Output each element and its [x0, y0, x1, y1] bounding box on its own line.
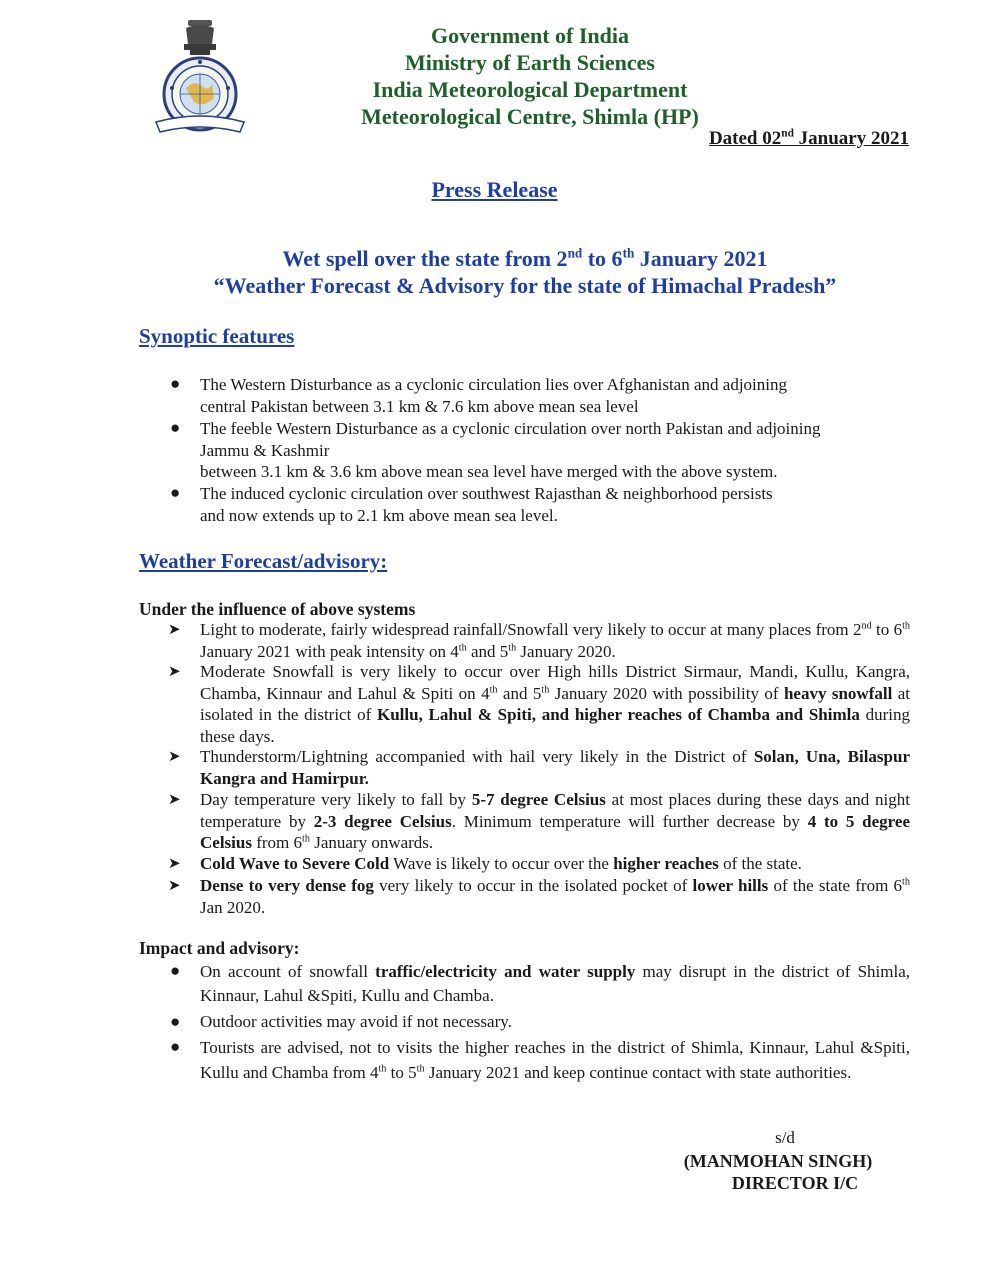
bullet-icon: ●	[170, 483, 181, 502]
arrow-bullet-icon: ➤	[168, 622, 181, 638]
header-line-government: Government of India	[431, 23, 629, 48]
press-release-heading: Press Release	[431, 177, 558, 202]
date-line: Dated 02nd January 2021	[708, 127, 909, 149]
impact-item-2: Outdoor activities may avoid if not necessary.	[200, 1012, 512, 1031]
bullet-icon: ●	[170, 374, 181, 393]
synoptic-item-1: The Western Disturbance as a cyclonic circulation lies over Afghanistan and adjoining central Pakistan between 3.1 km & 7.6 km above mean sea level	[200, 375, 787, 416]
bullet-icon: ●	[170, 1012, 181, 1031]
bullet-icon: ●	[170, 961, 181, 980]
impact-item-1: On account of snowfall traffic/electricity and water supply may disrupt in the district of Shimla, Kinnaur, Lahul &Spiti, Kullu and Chamba.	[200, 962, 911, 1005]
arrow-bullet-icon: ➤	[168, 878, 181, 894]
forecast-heading: Weather Forecast/advisory:	[139, 549, 388, 573]
forecast-item-6: Dense to very dense fog very likely to occur in the isolated pocket of lower hills of the state from 6th Jan 2020.	[200, 876, 910, 917]
header-line-centre: Meteorological Centre, Shimla (HP)	[361, 104, 699, 129]
arrow-bullet-icon: ➤	[168, 856, 181, 872]
arrow-bullet-icon: ➤	[168, 664, 181, 680]
imd-emblem-logo	[150, 18, 250, 138]
header-line-ministry: Ministry of Earth Sciences	[405, 50, 655, 75]
header-line-department: India Meteorological Department	[372, 77, 688, 102]
signature-title: DIRECTOR I/C	[731, 1173, 859, 1193]
signature-sd: s/d	[775, 1128, 795, 1147]
synoptic-item-2: The feeble Western Disturbance as a cyclonic circulation over north Pakistan and adjoining Jammu & Kashmir between 3.1 km & 3.6 km above mean sea level have merged with the above system.	[200, 419, 821, 481]
synoptic-heading: Synoptic features	[139, 324, 295, 348]
synoptic-item-3: The induced cyclonic circulation over southwest Rajasthan & neighborhood persists and now extends up to 2.1 km above mean sea level.	[200, 484, 773, 525]
signature-name: (MANMOHAN SINGH)	[683, 1151, 873, 1171]
forecast-item-1: Light to moderate, fairly widespread rainfall/Snowfall very likely to occur at many places from 2nd to 6th January 2021 with peak intensity on 4th and 5th January 2020.	[200, 620, 911, 661]
bullet-icon: ●	[170, 1037, 181, 1056]
impact-heading: Impact and advisory:	[139, 938, 300, 958]
arrow-bullet-icon: ➤	[168, 749, 181, 765]
forecast-intro: Under the influence of above systems	[139, 599, 416, 619]
impact-item-3: Tourists are advised, not to visits the higher reaches in the district of Shimla, Kinnaur, Lahul &Spiti, Kullu and Chamba from 4th to 5th January 2021 and keep continue contact with state authorities.	[200, 1038, 910, 1082]
title-line-2: “Weather Forecast & Advisory for the state of Himachal Pradesh”	[213, 273, 837, 298]
bullet-icon: ●	[170, 418, 181, 437]
forecast-item-3: Thunderstorm/Lightning accompanied with hail very likely in the District of Solan, Una, Bilaspur Kangra and Hamirpur.	[200, 747, 910, 788]
forecast-item-2: Moderate Snowfall is very likely to occur over High hills District Sirmaur, Mandi, Kullu, Kangra, Chamba, Kinnaur and Lahul & Spiti on 4th and 5th January 2020 with possibility of heavy snowfall at isolated in the district of Kullu, Lahul & Spiti, and higher reaches of Chamba and Shimla during these days.	[200, 662, 911, 746]
title-line-1: Wet spell over the state from 2nd to 6th January 2021	[282, 245, 768, 271]
forecast-item-4: Day temperature very likely to fall by 5-7 degree Celsius at most places during these days and night temperature by 2-3 degree Celsius. Minimum temperature will further decrease by 4 to 5 degree Celsius from 6th January onwards.	[200, 790, 910, 852]
forecast-item-5: Cold Wave to Severe Cold Wave is likely to occur over the higher reaches of the state.	[200, 854, 802, 873]
arrow-bullet-icon: ➤	[168, 792, 181, 808]
